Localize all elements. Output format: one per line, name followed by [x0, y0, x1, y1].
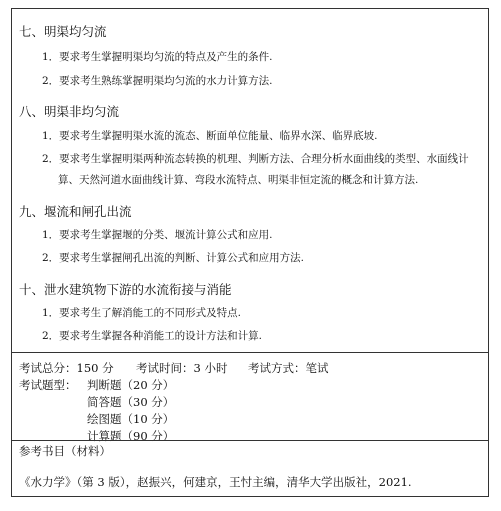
section-9-item-1: 1．要求考生掌握堰的分类、堰流计算公式和应用. — [42, 229, 273, 241]
section-10-title: 十、泄水建筑物下游的水流衔接与消能 — [19, 282, 232, 297]
exam-types-label: 考试题型： — [19, 378, 77, 392]
section-7-item-2: 2．要求考生熟练掌握明渠均匀流的水力计算方法. — [42, 75, 273, 87]
section-10-item-1: 1．要求考生了解消能工的不同形式及特点. — [42, 307, 242, 319]
section-8-item-2-line-1: 2．要求考生掌握明渠两种流态转换的机理、判断方法、合理分析水面曲线的类型、水面线计 — [42, 153, 469, 165]
exam-total: 考试总分：150 分 — [19, 361, 114, 375]
divider-references — [12, 440, 488, 441]
references-title: 参考书目（材料） — [19, 444, 111, 458]
section-10-item-2: 2．要求考生掌握各种消能工的设计方法和计算. — [42, 330, 263, 342]
exam-type-3: 绘图题（10 分） — [87, 412, 175, 426]
section-9-title: 九、堰流和闸孔出流 — [19, 204, 132, 219]
exam-time: 考试时间：3 小时 — [136, 361, 228, 375]
exam-method: 考试方式：笔试 — [248, 361, 329, 375]
divider-exam — [12, 352, 488, 353]
exam-type-2: 简答题（30 分） — [87, 395, 175, 409]
section-7-item-1: 1．要求考生掌握明渠均匀流的特点及产生的条件. — [42, 51, 273, 63]
section-8-item-1: 1．要求考生掌握明渠水流的流态、断面单位能量、临界水深、临界底坡. — [42, 130, 378, 142]
section-9-item-2: 2．要求考生掌握闸孔出流的判断、计算公式和应用方法. — [42, 252, 305, 264]
exam-type-4: 计算题（90 分） — [87, 429, 175, 443]
section-7-title: 七、明渠均匀流 — [19, 24, 107, 39]
reference-item-1: 《水力学》（第 3 版），赵振兴，何建京，王忖主编，清华大学出版社，2021. — [19, 475, 412, 489]
syllabus-table — [11, 8, 489, 497]
exam-type-1: 判断题（20 分） — [87, 378, 175, 392]
section-8-item-2-line-2: 算、天然河道水面曲线计算、弯段水流特点、明渠非恒定流的概念和计算方法. — [58, 174, 419, 186]
section-8-title: 八、明渠非均匀流 — [19, 104, 120, 119]
